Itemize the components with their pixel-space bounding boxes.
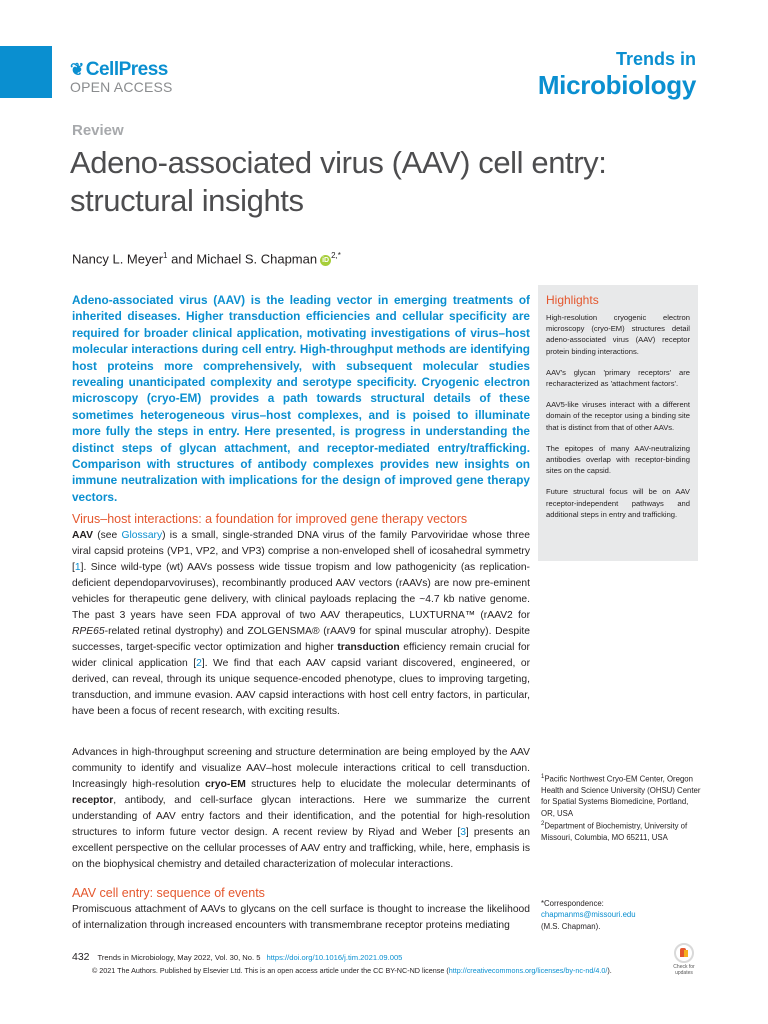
cellpress-mark-icon: ❦	[70, 60, 84, 79]
journal-title	[538, 48, 696, 100]
abstract: Adeno-associated virus (AAV) is the leading vector in emerging treatments of inherited diseases. Higher transduction efficiencies and cellular specificity are required for broader clinical application, motivating investigations of virus–host molecular interactions during cell entry. High-throughput methods are identifying host proteins more comprehensively, with subsequent molecular studies revealing unanticipated complexity and serotype specificity. Cryogenic electron microscopy (cryo-EM) provides a path towards structural details of these sometimes heterogeneous virus–host complexes, and is poised to illuminate more fully the steps in entry. Here presented, is progress in understanding the distinct steps of glycan attachment, and receptor-mediated entry/trafficking. Comparison with structures of antibody complexes provides new insights on immune neutralization with implications for the design of improved gene therapy vectors.	[72, 293, 530, 504]
text-run: ] presents an excellent perspective on the cellular processes of AAV entry and trafficking, while, here, emphasis is on the biophysical chemistry and detailed characterization of molecular interactions.	[72, 827, 530, 870]
affiliation-number: 1	[541, 774, 545, 780]
open-access-label: OPEN ACCESS	[70, 79, 173, 95]
text-run: , antibody, and cell-surface glycan interactions. Here we summarize the current understanding of AAV entry factors and their identification, and the potential for high-resolution structures to inform future vector design. A recent review by Riyad and Weber [	[72, 795, 530, 838]
section-heading: Virus–host interactions: a foundation for improved gene therapy vectors	[72, 512, 468, 526]
author-name: Nancy L. Meyer	[72, 251, 164, 267]
orcid-icon[interactable]: iD	[322, 257, 330, 265]
body-paragraph	[72, 528, 530, 720]
author-name: Michael S. Chapman	[196, 251, 318, 267]
license-link[interactable]: http://creativecommons.org/licenses/by-nc-nd/4.0/	[448, 966, 608, 975]
affiliation-item	[541, 819, 701, 843]
journal-title-line2: Microbiology	[537, 70, 696, 100]
text-run: ) is a small, single-stranded DNA virus of the family Parvoviridae whose three viral capsid proteins (VP1, VP2, and VP3) comprise a non-enveloped shell of icosahedral symmetry [	[72, 530, 530, 573]
text-run: Advances in high-throughput screening and structure determination are being employed by the AAV community to identify and visualize AAV–host molecule interactions critical to cell transduction. Increasingly high-resolution	[72, 747, 530, 790]
affiliation-number: 2	[541, 821, 545, 828]
highlights-box	[538, 285, 698, 561]
affiliations	[541, 772, 701, 844]
license-notice	[92, 966, 612, 975]
highlight-item: High-resolution cryogenic electron microscopy (cryo-EM) structures detail adeno-associated virus (AAV) receptor protein binding interactions.	[546, 313, 690, 356]
text-run: ]. Since wild-type (wt) AAVs possess wide tissue tropism and low pathogenicity (as replication-deficient dependoparvoviruses), recombinantly produced AAV vectors (rAAVs) are now pre-eminent vehicles for therapeutic gene delivery, with clinical payloads replacing the ~4.7 kb native genome. The past 3 years have seen FDA approval of two AAV therapeutics, LUXTURNA™ (rAAV2 for	[72, 562, 530, 621]
glossary-link[interactable]: Glossary	[121, 530, 163, 541]
glossary-term[interactable]: cryo-EM	[205, 779, 246, 790]
journal-title-line1: Trends in	[615, 49, 696, 69]
text-run: efficiency remain crucial for wider clinical application [	[72, 642, 530, 669]
footer-citation	[72, 951, 402, 963]
check-for-updates-button[interactable]	[668, 943, 700, 977]
text-run: -related retinal dystrophy) and ZOLGENSMA® (rAAV9 for spinal muscular atrophy). Despite successes, target-specific vector optimization and higher	[72, 626, 530, 653]
affiliation-marker: 2,*	[331, 251, 341, 260]
author-conjunction: and	[167, 251, 197, 267]
text-run: ]. We find that each AAV capsid variant discovered, engineered, or derived, can reveal, through its unique sequence-encoded phenotype, clues to improving targeting, transduction, and immune evasion. AAV capsid interactions with host cell entry factors, in particular, have been a focus of recent research, with exciting results.	[72, 658, 530, 717]
affiliation-marker: 1	[163, 251, 168, 260]
highlight-item: AAV's glycan 'primary receptors' are recharacterized as 'attachment factors'.	[546, 367, 690, 389]
glossary-term[interactable]: AAV	[72, 530, 93, 541]
body-paragraph	[72, 745, 530, 873]
highlight-item: The epitopes of many AAV-neutralizing antibodies overlap with receptor-binding sites on the capsid.	[546, 443, 690, 476]
journal-citation: Trends in Microbiology, May 2022, Vol. 30, No. 5	[97, 953, 261, 962]
reference-link[interactable]: 3	[460, 827, 466, 838]
glossary-term[interactable]: transduction	[337, 642, 400, 653]
body-paragraph: Promiscuous attachment of AAVs to glycans on the cell surface is thought to increase the likelihood of internalization through increased encounters with transmembrane receptor proteins mediating	[72, 904, 530, 931]
highlight-item: Future structural focus will be on AAV receptor-independent pathways and additional steps in entry and trafficking.	[546, 487, 690, 519]
license-text: ).	[607, 966, 612, 975]
cellpress-logo	[70, 60, 173, 94]
correspondence-name: (M.S. Chapman).	[541, 921, 601, 931]
article-title: Adeno-associated virus (AAV) cell entry: structural insights	[70, 145, 607, 218]
correspondence	[541, 898, 701, 932]
reference-link[interactable]: 2	[196, 658, 202, 669]
page-number: 432	[72, 951, 90, 963]
article-type: Review	[72, 122, 124, 139]
affiliation-text: Department of Biochemistry, University of Missouri, Columbia, MO 65211, USA	[541, 821, 688, 843]
text-run: structures help to elucidate the molecular determinants of	[245, 779, 530, 790]
highlight-item: AAV5-like viruses interact with a different domain of the receptor using a binding site that is distinct from that of other AAVs.	[546, 400, 690, 432]
glossary-term[interactable]: receptor	[72, 795, 114, 806]
doi-link[interactable]: https://doi.org/10.1016/j.tim.2021.09.005	[266, 953, 403, 962]
gene-name: RPE65	[72, 626, 105, 637]
correspondence-label: *Correspondence:	[541, 899, 604, 908]
affiliation-text: Pacific Northwest Cryo-EM Center, Oregon Health and Science University (OHSU) Center for Spatial Systems Biomedicine, Portland, OR, USA	[541, 774, 701, 818]
brand-color-tab	[0, 46, 52, 98]
publisher-name: CellPress	[85, 59, 168, 80]
text-run: (see	[92, 530, 122, 541]
author-list	[72, 251, 341, 266]
reference-link[interactable]: 1	[74, 562, 81, 573]
section-heading: AAV cell entry: sequence of events	[72, 886, 265, 900]
license-text: © 2021 The Authors. Published by Elsevier Ltd. This is an open access article under the CC BY-NC-ND license (	[92, 966, 449, 975]
affiliation-item	[541, 772, 701, 819]
correspondence-email-link[interactable]: chapmanms@missouri.edu	[541, 910, 636, 920]
highlights-heading: Highlights	[546, 293, 599, 307]
bookmark-icon	[674, 943, 694, 963]
check-for-updates-label: Check for updates	[673, 964, 695, 976]
